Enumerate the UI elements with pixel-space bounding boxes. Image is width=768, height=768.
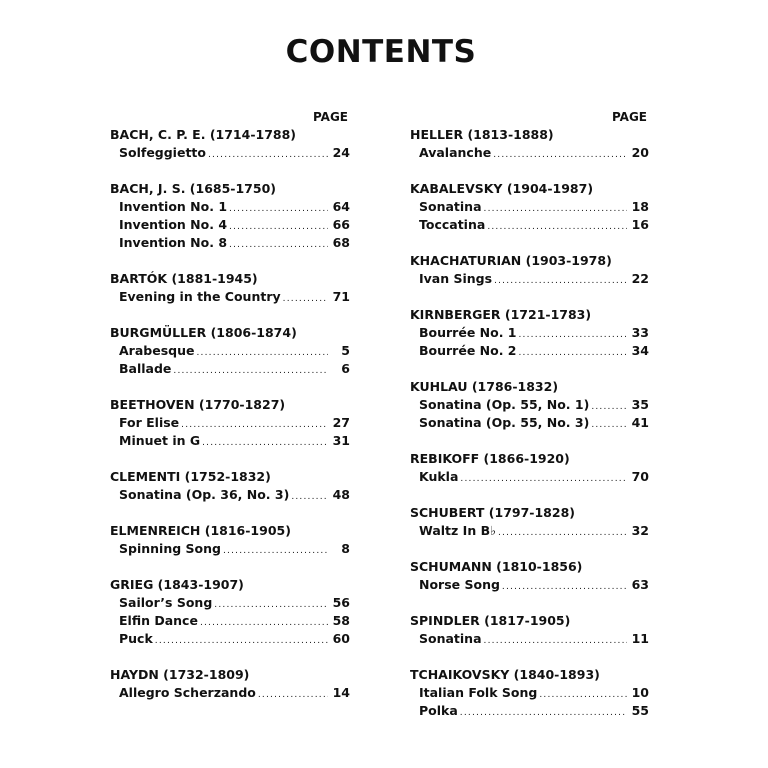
dot-leader — [229, 236, 328, 254]
piece-entry — [410, 324, 649, 342]
piece-title: Toccatina — [419, 217, 486, 232]
piece-entry — [410, 144, 649, 162]
composer-name: BARTÓK (1881-1945) — [110, 271, 258, 286]
page-number: 68 — [332, 235, 350, 250]
page-number: 35 — [631, 397, 649, 412]
piece-entry — [110, 288, 350, 306]
dot-leader — [519, 344, 628, 362]
piece-title: Minuet in G — [119, 433, 201, 448]
contents-column-right — [410, 108, 649, 738]
piece-title: Sonatina (Op. 55, No. 3) — [419, 415, 590, 430]
piece-entry — [410, 198, 649, 216]
piece-title: Elfin Dance — [119, 613, 198, 628]
composer-section — [410, 612, 649, 648]
piece-title: Ballade — [119, 361, 172, 376]
page-column-header: PAGE — [312, 110, 348, 124]
page-number: 31 — [332, 433, 350, 448]
piece-title: Invention No. 8 — [119, 235, 228, 250]
page-title: CONTENTS — [285, 34, 477, 70]
dot-leader — [155, 632, 328, 650]
composer-name: REBIKOFF (1866-1920) — [410, 451, 570, 466]
piece-title: Norse Song — [419, 577, 500, 592]
piece-entry — [110, 144, 350, 162]
page-number: 70 — [631, 469, 649, 484]
piece-title: Sonatina (Op. 55, No. 1) — [419, 397, 590, 412]
dot-leader — [484, 632, 627, 650]
page-number: 24 — [332, 145, 350, 160]
composer-name: BEETHOVEN (1770-1827) — [110, 397, 286, 412]
composer-name: KIRNBERGER (1721-1783) — [410, 307, 592, 322]
piece-entry — [110, 684, 350, 702]
page-number: 11 — [631, 631, 649, 646]
piece-entry — [410, 414, 649, 432]
page-number: 8 — [341, 541, 350, 556]
page-number: 48 — [332, 487, 350, 502]
page-number: 60 — [332, 631, 350, 646]
piece-entry — [110, 234, 350, 252]
page-number: 22 — [631, 271, 649, 286]
page-number: 27 — [332, 415, 350, 430]
piece-title: Puck — [119, 631, 153, 646]
dot-leader — [519, 326, 628, 344]
composer-name: KHACHATURIAN (1903-1978) — [410, 253, 612, 268]
piece-title: Arabesque — [119, 343, 195, 358]
dot-leader — [258, 686, 328, 704]
dot-leader — [196, 344, 328, 362]
page-number: 71 — [332, 289, 350, 304]
piece-title: Italian Folk Song — [419, 685, 538, 700]
piece-title: Solfeggietto — [119, 145, 206, 160]
composer-name: SPINDLER (1817-1905) — [410, 613, 571, 628]
page-number: 34 — [631, 343, 649, 358]
piece-entry — [410, 684, 649, 702]
piece-entry — [410, 270, 649, 288]
dot-leader — [229, 218, 328, 236]
piece-title: Polka — [419, 703, 458, 718]
composer-section — [410, 126, 649, 162]
dot-leader — [181, 416, 328, 434]
piece-entry — [110, 594, 350, 612]
page-number: 33 — [631, 325, 649, 340]
composer-section — [110, 396, 350, 450]
page-number: 41 — [631, 415, 649, 430]
piece-title: Ivan Sings — [419, 271, 493, 286]
dot-leader — [591, 416, 627, 434]
composer-section — [110, 468, 350, 504]
composer-name: KABALEVSKY (1904-1987) — [410, 181, 594, 196]
page-number: 55 — [631, 703, 649, 718]
piece-title: Invention No. 4 — [119, 217, 228, 232]
piece-title: Sonatina — [419, 631, 482, 646]
piece-title: Sailor’s Song — [119, 595, 213, 610]
composer-section — [410, 180, 649, 234]
page-number: 32 — [631, 523, 649, 538]
dot-leader — [223, 542, 328, 560]
page-number: 63 — [631, 577, 649, 592]
piece-entry — [410, 702, 649, 720]
page-number: 56 — [332, 595, 350, 610]
page-number: 18 — [631, 199, 649, 214]
composer-section — [110, 180, 350, 252]
composer-name: BACH, C. P. E. (1714-1788) — [110, 127, 297, 142]
composer-name: SCHUBERT (1797-1828) — [410, 505, 575, 520]
piece-entry — [110, 414, 350, 432]
composer-section — [110, 324, 350, 378]
composer-section — [410, 306, 649, 360]
dot-leader — [200, 614, 328, 632]
piece-entry — [110, 432, 350, 450]
dot-leader — [208, 146, 328, 164]
piece-title: Waltz In B♭ — [419, 523, 496, 538]
page-number: 64 — [332, 199, 350, 214]
piece-title: Bourrée No. 2 — [419, 343, 517, 358]
dot-leader — [502, 578, 627, 596]
piece-entry — [410, 342, 649, 360]
composer-section — [410, 252, 649, 288]
page-number: 20 — [631, 145, 649, 160]
composer-section — [110, 576, 350, 648]
composer-name: HELLER (1813-1888) — [410, 127, 554, 142]
composer-name: CLEMENTI (1752-1832) — [110, 469, 271, 484]
page-column-header: PAGE — [611, 110, 647, 124]
piece-title: Spinning Song — [119, 541, 221, 556]
piece-entry — [410, 396, 649, 414]
page-number: 6 — [341, 361, 350, 376]
piece-entry — [410, 522, 649, 540]
dot-leader — [539, 686, 627, 704]
piece-entry — [110, 342, 350, 360]
dot-leader — [173, 362, 328, 380]
composer-name: SCHUMANN (1810-1856) — [410, 559, 583, 574]
dot-leader — [591, 398, 627, 416]
composer-section — [410, 558, 649, 594]
dot-leader — [498, 524, 627, 542]
dot-leader — [487, 218, 627, 236]
piece-entry — [110, 630, 350, 648]
dot-leader — [291, 488, 328, 506]
piece-title: Sonatina — [419, 199, 482, 214]
piece-title: Allegro Scherzando — [119, 685, 256, 700]
page-number: 10 — [631, 685, 649, 700]
piece-title: Evening in the Country — [119, 289, 281, 304]
dot-leader — [460, 704, 627, 722]
composer-section — [110, 666, 350, 702]
dot-leader — [460, 470, 627, 488]
piece-title: Sonatina (Op. 36, No. 3) — [119, 487, 290, 502]
composer-section — [110, 522, 350, 558]
piece-entry — [110, 486, 350, 504]
composer-name: TCHAIKOVSKY (1840-1893) — [410, 667, 600, 682]
piece-title: Invention No. 1 — [119, 199, 228, 214]
dot-leader — [229, 200, 328, 218]
piece-title: For Elise — [119, 415, 180, 430]
dot-leader — [493, 146, 627, 164]
page-number: 66 — [332, 217, 350, 232]
piece-title: Kukla — [419, 469, 459, 484]
piece-entry — [110, 216, 350, 234]
dot-leader — [494, 272, 627, 290]
composer-name: HAYDN (1732-1809) — [110, 667, 250, 682]
piece-entry — [110, 360, 350, 378]
contents-column-left — [110, 108, 350, 720]
composer-section — [110, 270, 350, 306]
piece-entry — [110, 612, 350, 630]
composer-section — [410, 450, 649, 486]
page-number: 16 — [631, 217, 649, 232]
dot-leader — [484, 200, 627, 218]
composer-section — [110, 126, 350, 162]
piece-entry — [110, 540, 350, 558]
piece-entry — [410, 468, 649, 486]
composer-name: ELMENREICH (1816-1905) — [110, 523, 291, 538]
piece-entry — [410, 630, 649, 648]
dot-leader — [214, 596, 328, 614]
dot-leader — [283, 290, 328, 308]
dot-leader — [202, 434, 328, 452]
piece-entry — [410, 216, 649, 234]
piece-entry — [410, 576, 649, 594]
composer-name: KUHLAU (1786-1832) — [410, 379, 559, 394]
piece-title: Bourrée No. 1 — [419, 325, 517, 340]
composer-name: BACH, J. S. (1685-1750) — [110, 181, 276, 196]
composer-section — [410, 378, 649, 432]
composer-section — [410, 504, 649, 540]
composer-name: GRIEG (1843-1907) — [110, 577, 244, 592]
page-number: 58 — [332, 613, 350, 628]
piece-title: Avalanche — [419, 145, 492, 160]
composer-section — [410, 666, 649, 720]
piece-entry — [110, 198, 350, 216]
page-number: 5 — [341, 343, 350, 358]
page-number: 14 — [332, 685, 350, 700]
composer-name: BURGMÜLLER (1806-1874) — [110, 325, 297, 340]
